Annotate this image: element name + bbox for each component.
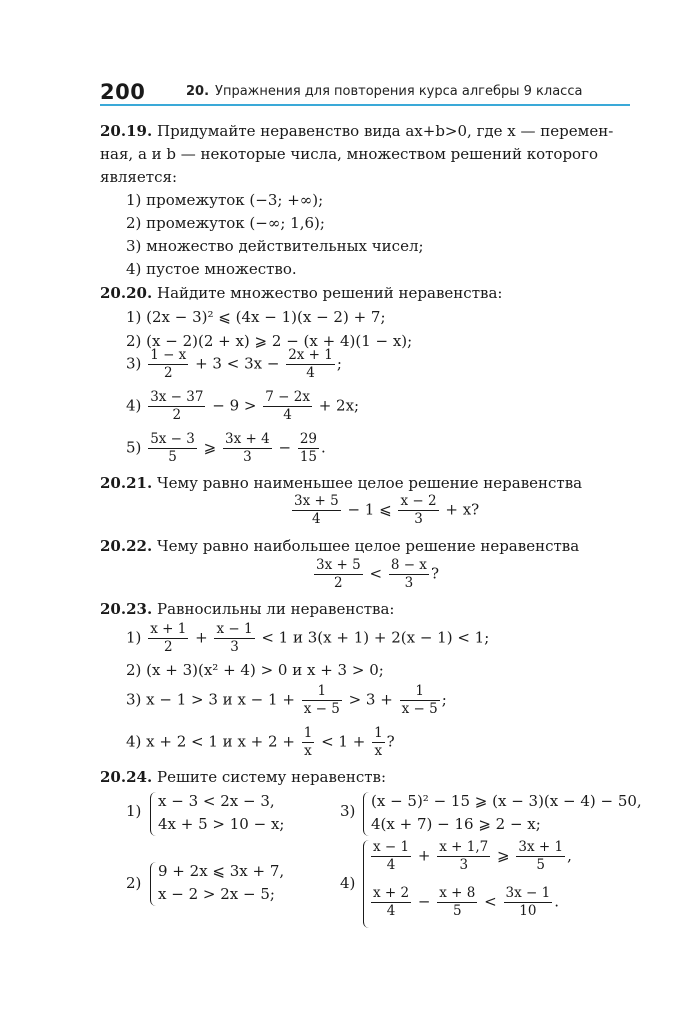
ex21-title: Чему равно наименьшее целое решение неравенства bbox=[156, 474, 583, 492]
ex23-item1 bbox=[126, 622, 489, 655]
numerator: x + 1 bbox=[150, 621, 187, 637]
ex19-line3: является: bbox=[100, 168, 177, 186]
ex23-title-line bbox=[100, 600, 394, 618]
denominator: 4 bbox=[386, 903, 396, 919]
ex19-item2: 2) промежуток (−∞; 1,6); bbox=[126, 214, 325, 232]
ex19-item1: 1) промежуток (−3; +∞); bbox=[126, 191, 324, 209]
sys2-line2: x − 2 > 2x − 5; bbox=[158, 885, 275, 903]
chapter-number: 20. bbox=[186, 84, 210, 99]
ex19-line2: ная, a и b — некоторые числа, множеством решений которого bbox=[100, 145, 598, 163]
sys4-label: 4) bbox=[340, 874, 356, 892]
ex22-number: 20.22. bbox=[100, 537, 153, 555]
ex22-title: Чему равно наибольшее целое решение неравенства bbox=[156, 537, 580, 555]
numerator: 3x + 1 bbox=[518, 839, 564, 855]
fraction bbox=[372, 726, 385, 759]
expr-text: − bbox=[278, 438, 292, 457]
numerator: 29 bbox=[299, 431, 318, 447]
ex23-title: Равносильны ли неравенства: bbox=[156, 600, 395, 618]
page-number: 200 bbox=[100, 80, 146, 104]
expr-text: + bbox=[417, 846, 431, 865]
expr-text: . bbox=[321, 438, 326, 457]
expr-text: − 9 > bbox=[212, 396, 257, 415]
sys3-line2: 4(x + 7) − 16 ⩾ 2 − x; bbox=[371, 815, 541, 833]
fraction bbox=[148, 348, 188, 381]
denominator: 3 bbox=[243, 449, 252, 465]
ex23-item3 bbox=[126, 684, 447, 717]
sys2-label: 2) bbox=[126, 874, 142, 892]
expr-text: ⩾ bbox=[497, 846, 510, 865]
expr-text: ; bbox=[441, 690, 447, 709]
ex20-item2: 2) (x − 2)(2 + x) ⩾ 2 − (x + 4)(1 − x); bbox=[126, 332, 413, 350]
item-label: 1) bbox=[126, 628, 142, 647]
denominator: 5 bbox=[168, 449, 177, 465]
header-rule bbox=[100, 104, 630, 106]
fraction bbox=[298, 432, 319, 465]
denominator: 4 bbox=[386, 857, 396, 873]
ex20-number: 20.20. bbox=[100, 284, 153, 302]
numerator: x − 1 bbox=[373, 839, 410, 855]
denominator: 10 bbox=[519, 903, 537, 919]
item-label: 5) bbox=[126, 438, 142, 457]
expr-text: < 1 + bbox=[321, 732, 366, 751]
ex20-item4 bbox=[126, 390, 359, 423]
ex19-item3: 3) множество действительных чисел; bbox=[126, 237, 424, 255]
denominator: 5 bbox=[536, 857, 546, 873]
ex23-number: 20.23. bbox=[100, 600, 153, 618]
numerator: 1 − x bbox=[150, 347, 187, 363]
fraction bbox=[398, 494, 438, 527]
ex20-title-line bbox=[100, 284, 502, 302]
numerator: x + 8 bbox=[439, 885, 476, 901]
denominator: 2 bbox=[334, 575, 343, 591]
expr-text: . bbox=[554, 892, 559, 911]
denominator: x bbox=[304, 743, 312, 759]
denominator: 4 bbox=[312, 511, 321, 527]
expr-text: < bbox=[484, 892, 497, 911]
chapter-title: Упражнения для повторения курса алгебры 9 класса bbox=[215, 84, 583, 99]
sys2-brace bbox=[150, 862, 157, 906]
fraction bbox=[389, 558, 429, 591]
fraction bbox=[148, 622, 188, 655]
sys4-line1 bbox=[369, 840, 572, 873]
numerator: 5x − 3 bbox=[150, 431, 195, 447]
numerator: 1 bbox=[400, 684, 440, 701]
numerator: 2x + 1 bbox=[288, 347, 333, 363]
denominator: 3 bbox=[230, 639, 239, 655]
ex21-number: 20.21. bbox=[100, 474, 153, 492]
expr-text: + x? bbox=[445, 500, 480, 519]
sys1-line2: 4x + 5 > 10 − x; bbox=[158, 815, 285, 833]
item-label: 4) bbox=[126, 396, 142, 415]
ex20-item5 bbox=[126, 432, 326, 465]
sys3-label: 3) bbox=[340, 802, 356, 820]
expr-text: , bbox=[567, 846, 572, 865]
denominator: 3 bbox=[404, 575, 414, 591]
ex22-expression bbox=[312, 558, 439, 591]
denominator: 15 bbox=[299, 449, 318, 465]
denominator: 4 bbox=[283, 407, 292, 423]
item-label: 3) bbox=[126, 354, 142, 373]
numerator: 1 bbox=[302, 684, 342, 701]
numerator: 3x + 5 bbox=[316, 557, 361, 573]
denominator: 5 bbox=[453, 903, 462, 919]
ex24-number: 20.24. bbox=[100, 768, 153, 786]
ex22-title-line bbox=[100, 537, 579, 555]
denominator: 4 bbox=[306, 365, 315, 381]
ex19-text1: Придумайте неравенство вида ax+b>0, где x — перемен- bbox=[156, 122, 614, 140]
numerator: 7 − 2x bbox=[265, 389, 310, 405]
sys3-brace bbox=[363, 792, 370, 836]
expr-text: < 1 и 3(x + 1) + 2(x − 1) < 1; bbox=[261, 628, 490, 647]
ex20-title: Найдите множество решений неравенства: bbox=[156, 284, 503, 302]
numerator: 3x + 5 bbox=[294, 493, 339, 509]
ex19-item4: 4) пустое множество. bbox=[126, 260, 297, 278]
fraction bbox=[437, 840, 490, 873]
expr-text: < bbox=[369, 564, 383, 583]
sys2-line1: 9 + 2x ⩽ 3x + 7, bbox=[158, 862, 285, 880]
expr-text: ? bbox=[430, 564, 439, 583]
denominator: 2 bbox=[163, 365, 173, 381]
denominator: 2 bbox=[163, 639, 173, 655]
item-label: 4) x + 2 < 1 и x + 2 + bbox=[126, 732, 295, 751]
item-label: 3) x − 1 > 3 и x − 1 + bbox=[126, 690, 295, 709]
sys1-brace bbox=[150, 792, 157, 836]
numerator: 1 bbox=[374, 725, 383, 741]
fraction bbox=[214, 622, 254, 655]
ex23-item2: 2) (x + 3)(x² + 4) > 0 и x + 3 > 0; bbox=[126, 661, 384, 679]
expr-text: ⩾ bbox=[203, 438, 217, 457]
numerator: x − 2 bbox=[400, 493, 437, 509]
fraction bbox=[371, 886, 411, 919]
fraction bbox=[400, 684, 440, 717]
fraction bbox=[292, 494, 341, 527]
denominator: 3 bbox=[414, 511, 423, 527]
ex21-title-line bbox=[100, 474, 582, 492]
ex20-item3 bbox=[126, 348, 342, 381]
expr-text: + bbox=[195, 628, 208, 647]
numerator: 3x + 4 bbox=[225, 431, 270, 447]
fraction bbox=[148, 390, 205, 423]
expr-text: + 2x; bbox=[318, 396, 360, 415]
fraction bbox=[516, 840, 565, 873]
fraction bbox=[286, 348, 335, 381]
denominator: 3 bbox=[459, 857, 469, 873]
fraction bbox=[302, 726, 315, 759]
expr-text: − bbox=[417, 892, 431, 911]
numerator: 1 bbox=[303, 725, 313, 741]
ex19-line1 bbox=[100, 122, 613, 140]
expr-text: + 3 < 3x − bbox=[195, 354, 280, 373]
numerator: x + 1,7 bbox=[439, 839, 489, 855]
running-header bbox=[0, 0, 690, 110]
sys3-line1: (x − 5)² − 15 ⩾ (x − 3)(x − 4) − 50, bbox=[371, 792, 642, 810]
fraction bbox=[437, 886, 477, 919]
expr-text: ? bbox=[386, 732, 395, 751]
fraction bbox=[371, 840, 411, 873]
ex23-item4 bbox=[126, 726, 395, 759]
sys1-line1: x − 3 < 2x − 3, bbox=[158, 792, 275, 810]
sys4-line2 bbox=[369, 886, 559, 919]
expr-text: > 3 + bbox=[348, 690, 393, 709]
denominator: x − 5 bbox=[303, 701, 340, 717]
ex20-item1: 1) (2x − 3)² ⩽ (4x − 1)(x − 2) + 7; bbox=[126, 308, 386, 326]
fraction bbox=[504, 886, 553, 919]
ex19-number: 20.19. bbox=[100, 122, 153, 140]
expr-text: ; bbox=[336, 354, 342, 373]
denominator: x − 5 bbox=[401, 701, 438, 717]
fraction bbox=[302, 684, 342, 717]
chapter-heading bbox=[186, 84, 582, 99]
numerator: 3x − 37 bbox=[150, 389, 204, 405]
numerator: 3x − 1 bbox=[505, 885, 551, 901]
fraction bbox=[223, 432, 272, 465]
numerator: x + 2 bbox=[373, 885, 410, 901]
expr-text: − 1 ⩽ bbox=[347, 500, 392, 519]
denominator: 2 bbox=[172, 407, 182, 423]
ex24-title: Решите систему неравенств: bbox=[156, 768, 387, 786]
fraction bbox=[314, 558, 363, 591]
numerator: 8 − x bbox=[390, 557, 427, 573]
numerator: x − 1 bbox=[216, 621, 253, 637]
sys1-label: 1) bbox=[126, 802, 142, 820]
denominator: x bbox=[374, 743, 383, 759]
ex21-expression bbox=[290, 494, 479, 527]
fraction bbox=[148, 432, 197, 465]
ex24-title-line bbox=[100, 768, 386, 786]
fraction bbox=[263, 390, 312, 423]
